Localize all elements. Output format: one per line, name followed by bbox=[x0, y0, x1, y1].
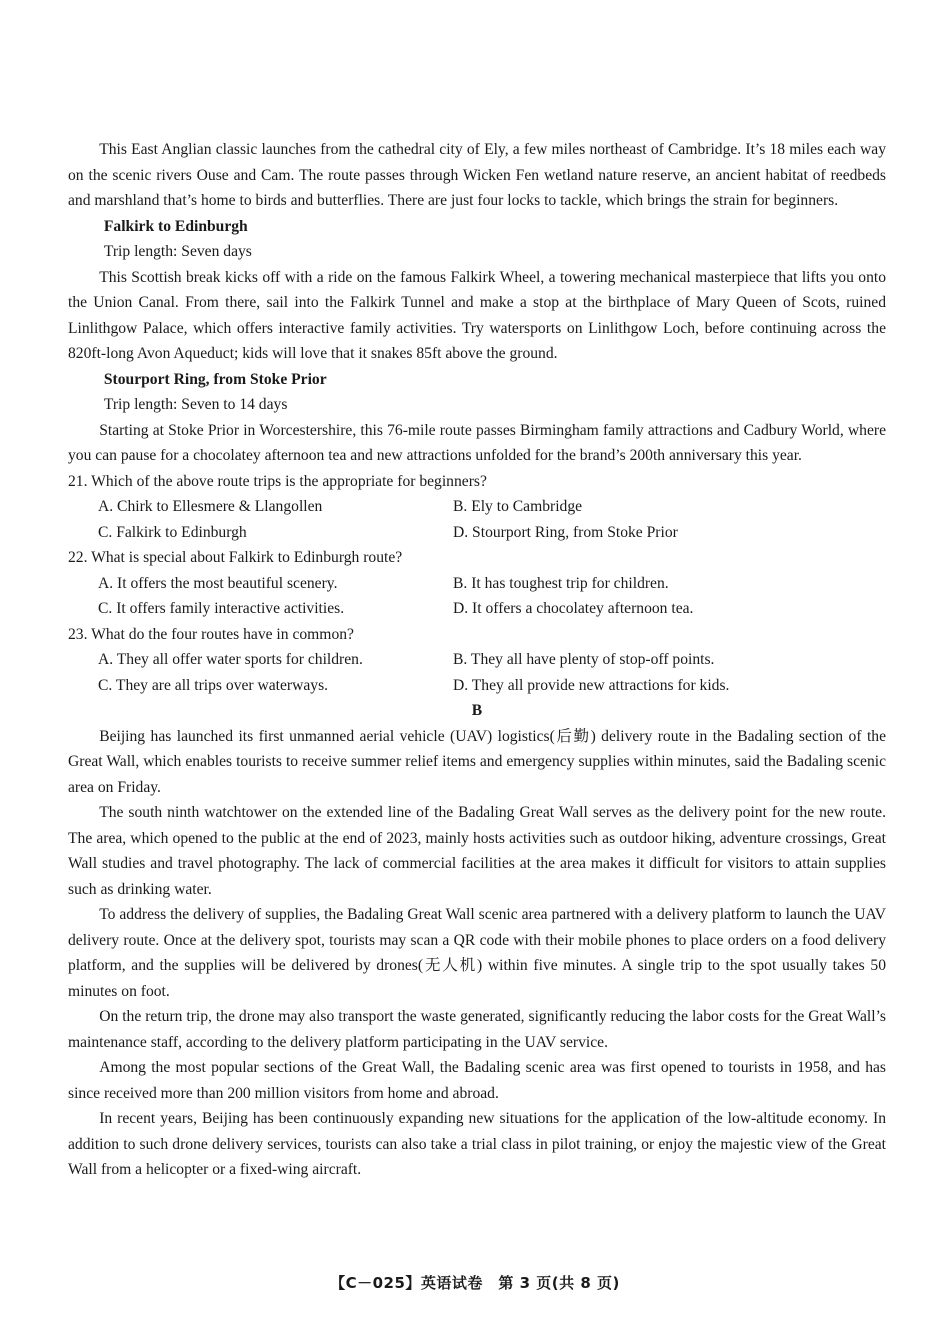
question-21-options bbox=[68, 494, 886, 545]
ely-paragraph: This East Anglian classic launches from the cathedral city of Ely, a few miles northeast of Cambridge. It’s 18 miles each way on the scenic rivers Ouse and Cam. The route passes through Wicken Fen wetland nature reserve, an ancient habitat of reedbeds and marshland that’s home to birds and butterflies. There are just four locks to tackle, which brings the strain for beginners. bbox=[68, 141, 886, 209]
question-23-options bbox=[68, 647, 886, 698]
option-c: C. They are all trips over waterways. bbox=[98, 676, 329, 694]
option-c: C. Falkirk to Edinburgh bbox=[98, 523, 247, 541]
option-b: B. Ely to Cambridge bbox=[453, 498, 583, 515]
question-22-options bbox=[68, 571, 886, 622]
passage-b-paragraph-6: In recent years, Beijing has been continuously expanding new situations for the application of the low-altitude economy. In addition to such drone delivery services, tourists can also take a trial class in pilot training, or enjoy the majestic view of the Great Wall from a helicopter or a fixed-wing aircraft. bbox=[68, 1110, 886, 1178]
passage-b-paragraph-5: Among the most popular sections of the Great Wall, the Badaling scenic area was first opened to tourists in 1958, and has since received more than 200 million visitors from home and abroad. bbox=[68, 1059, 886, 1102]
section-b-label: B bbox=[471, 702, 483, 719]
option-d: D. They all provide new attractions for kids. bbox=[453, 676, 730, 694]
passage-b-paragraph-4: On the return trip, the drone may also transport the waste generated, significantly reducing the labor costs for the Great Wall’s maintenance staff, according to the delivery platform participating in the UAV service. bbox=[68, 1008, 886, 1051]
option-a: A. It offers the most beautiful scenery. bbox=[98, 574, 338, 592]
option-d: D. Stourport Ring, from Stoke Prior bbox=[453, 523, 678, 541]
passage-b-paragraph-1: Beijing has launched its first unmanned aerial vehicle (UAV) logistics(后勤) delivery route in the Badaling section of the Great Wall, which enables tourists to receive summer relief items and emergency supplies within minutes, said the Badaling scenic area on Friday. bbox=[68, 727, 886, 796]
question-21: 21. Which of the above route trips is the appropriate for beginners? bbox=[68, 472, 487, 490]
option-a: A. They all offer water sports for children. bbox=[98, 651, 363, 668]
option-c: C. It offers family interactive activities. bbox=[98, 600, 345, 617]
option-b: B. They all have plenty of stop-off points. bbox=[453, 651, 715, 668]
question-23: 23. What do the four routes have in common? bbox=[68, 625, 354, 643]
option-a: A. Chirk to Ellesmere & Llangollen bbox=[98, 498, 323, 515]
falkirk-trip-length: Trip length: Seven days bbox=[103, 243, 252, 260]
question-22: 22. What is special about Falkirk to Edinburgh route? bbox=[68, 549, 403, 566]
falkirk-paragraph: This Scottish break kicks off with a ride on the famous Falkirk Wheel, a towering mechanical masterpiece that lifts you onto the Union Canal. From there, sail into the Falkirk Tunnel and make a stop at the birthplace of Mary Queen of Scots, ruined Linlithgow Palace, which offers interactive family activities. Try watersports on Linlithgow Loch, before continuing across the 820ft-long Avon Aqueduct; kids will love that it snakes 85ft above the ground. bbox=[68, 268, 886, 362]
option-b: B. It has toughest trip for children. bbox=[453, 574, 669, 592]
passage-b-paragraph-2: The south ninth watchtower on the extended line of the Badaling Great Wall serves as the delivery point for the new route. The area, which opened to the public at the end of 2023, mainly hosts activities such as outdoor hiking, adventure crossings, Great Wall studies and travel photography. The lack of commercial facilities at the area makes it difficult for visitors to attain supplies such as drinking water. bbox=[68, 804, 886, 898]
stourport-paragraph: Starting at Stoke Prior in Worcestershire, this 76-mile route passes Birmingham family attractions and Cadbury World, where you can pause for a chocolatey afternoon tea and new attractions unfolded for the brand’s 200th anniversary this year. bbox=[68, 421, 886, 464]
stourport-trip-length: Trip length: Seven to 14 days bbox=[103, 396, 288, 413]
falkirk-heading: Falkirk to Edinburgh bbox=[103, 217, 248, 235]
option-d: D. It offers a chocolatey afternoon tea. bbox=[453, 600, 694, 617]
passage-b-paragraph-3: To address the delivery of supplies, the Badaling Great Wall scenic area partnered with a delivery platform to launch the UAV delivery route. Once at the delivery spot, tourists may scan a QR code with their mobile phones to place orders on a food delivery platform, and the supplies will be delivered by drones(无人机) within five minutes. A single trip to the spot usually takes 50 minutes on foot. bbox=[68, 906, 886, 1000]
page-footer: 【C－025】英语试卷 第 3 页(共 8 页) bbox=[330, 1274, 620, 1292]
stourport-heading: Stourport Ring, from Stoke Prior bbox=[103, 370, 327, 388]
page-content bbox=[68, 137, 886, 1183]
